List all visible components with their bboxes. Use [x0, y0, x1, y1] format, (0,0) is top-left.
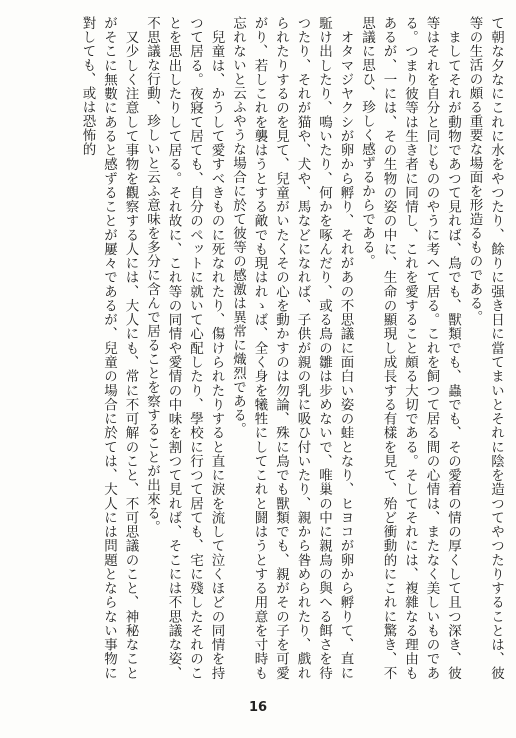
vertical-text-body	[10, 16, 506, 680]
page-number: 16	[248, 700, 268, 715]
paragraph: て朝な夕なにこれに水をやつたり、餘りに强き日に當てまいとそれに陰を造つてやつたりすることは、彼等の生活の頗る重要な場面を形造るものである。	[466, 16, 504, 680]
paragraph: ましてそれが動物であつて見れば、鳥でも、獸類でも、蟲でも、その愛着の情の厚くして且つ深き、彼等はそれを自分と同じもののやうに考へて居る。これを飼つて居る間の心情は、またなく美しいものである。つまり彼等は生き者に同情し、これを愛すること頗る大切である。そしてそれには、複雜なる理由もあるが、一には、その生物の姿の中に、生命の顯現し成長する有樣を見て、殆ど衝動的にこれに驚き、不思議に思ひ、珍しく感ずるからである。	[359, 16, 461, 680]
paragraph: 又少しく注意して事物を觀察する人には、大人にも、常に不可解のこと、不可思議のこと、神秘なことがそこに無數にあると感ずることが屢々であるが、兒童の場合に於ては、大人には問題とならない事物に對しても、或は恐怖的	[79, 16, 139, 680]
paragraph: 兒童は、かうして愛すべきものに死なれたり、傷けられたりすると直に淚を流して泣くほどの同情を持つて居る。夜寢て居ても、自分のペットに就いて心配したり、學校に行つて居ても、宅に殘したそれのことを思出したりして居る。それ故に、これ等の同情や愛情の中味を割つて見れば、そこには不思議な姿、不思議な行動、珍しいと云ふ意味を多分に含んで居ることを察することが出來る。	[144, 16, 225, 680]
paragraph: オタマジヤクシが卵から孵り、それがあの不思議に面白い姿の蛙となり、ヒヨコが卵から孵りて、直に駈け出したり、鳴いたり、何かを啄んだり、或る鳥の雛は步めないで、唯巢の中に親鳥の與へる餌さを待つたり、それが猫や、犬や、馬などになれば、子供が親の乳に吸ひ付いたり、親から昝められたり、戲れられたりするのを見て、兒童がいたくその心を動かすのは勿論、殊に鳥でも獸類でも、親がその子を可愛がり、若しこれを襲はうとする敵でも現はれゝば、全く身を犧牲にしてこれと鬪はうとする用意を寸時も忘れないと云ふやうな場合に於て彼等の感激は異常に熾烈である。	[230, 16, 354, 680]
